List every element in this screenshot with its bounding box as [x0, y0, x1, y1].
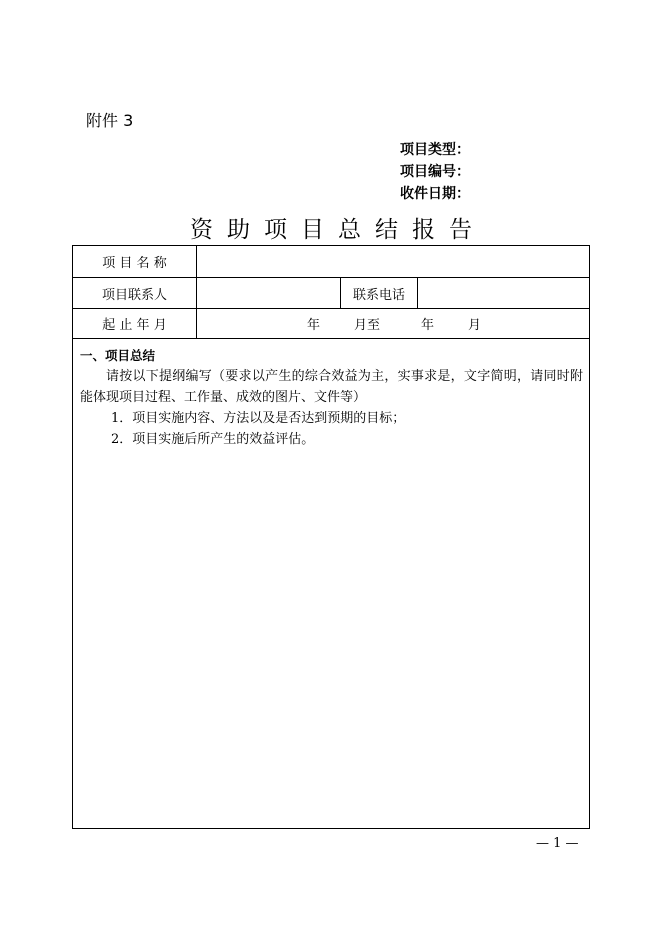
period-label: 起 止 年 月 [102, 318, 167, 333]
project-name-field[interactable] [196, 246, 589, 277]
page-number: — 1 — [536, 836, 579, 851]
summary-heading: 一、项目总结 [80, 348, 156, 363]
contact-phone-field[interactable] [417, 278, 589, 308]
contact-row [73, 278, 589, 309]
project-number-label: 项目编号： [400, 164, 470, 180]
project-meta-block [400, 139, 470, 205]
period-year-start: 年 [307, 318, 321, 333]
period-year-end: 年 [421, 318, 435, 333]
summary-item: 1．项目实施内容、方法以及是否达到预期的目标； [111, 411, 406, 426]
period-row [73, 309, 589, 339]
project-name-row [73, 246, 589, 278]
project-type-label: 项目类型： [400, 142, 470, 158]
report-form-table [72, 245, 590, 829]
contact-person-label: 项目联系人 [101, 287, 167, 303]
report-title: 资助项目总结报告 [190, 217, 486, 243]
contact-person-field[interactable] [196, 278, 340, 308]
summary-section[interactable] [73, 339, 589, 828]
contact-phone-label: 联系电话 [340, 278, 417, 308]
period-month-end: 月 [468, 318, 482, 333]
summary-instruction: 请按以下提纲编写（要求以产生的综合效益为主，实事求是，文字简明，请同时附能体现项目过程、工作量、成效的图片、文件等） [80, 369, 583, 405]
attachment-label: 附件 3 [86, 111, 134, 130]
period-field[interactable] [196, 309, 589, 338]
project-name-label: 项 目 名 称 [102, 256, 167, 271]
receipt-date-label: 收件日期： [400, 186, 470, 202]
period-month-to: 月至 [354, 318, 381, 333]
summary-item: 2．项目实施后所产生的效益评估。 [111, 432, 315, 447]
